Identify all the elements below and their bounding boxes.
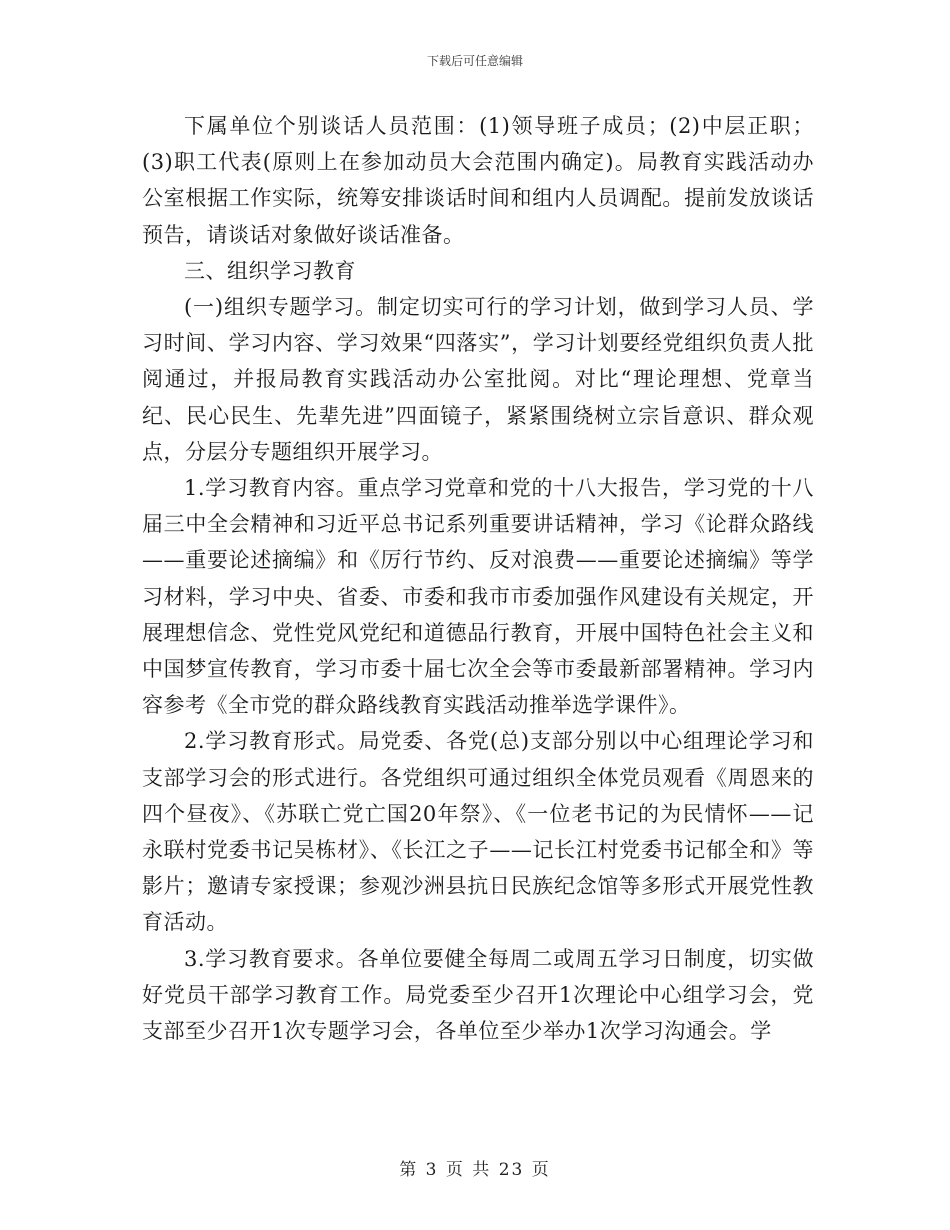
paragraph-study-requirements: 3.学习教育要求。各单位要健全每周二或周五学习日制度，切实做好党员干部学习教育工作。局党委至少召开1次理论中心组学习会，党支部至少召开1次专题学习会，各单位至少举办1次学习沟通会。学 [142,946,814,1044]
paragraph-study-form: 2.学习教育形式。局党委、各党(总)支部分别以中心组理论学习和支部学习会的形式进行。各党组织可通过组织全体党员观看《周恩来的四个昼夜》、《苏联亡党亡国20年祭》、《一位老书记的为民情怀——记永联村党委书记吴栋材》、《长江之子——记长江村党委书记郁全和》等影片；邀请专家授课；参观沙洲县抗日民族纪念馆等多形式开展党性教育活动。 [142,729,814,935]
document-body [142,108,814,1049]
paragraph-study-content: 1.学习教育内容。重点学习党章和党的十八大报告，学习党的十八届三中全会精神和习近平总书记系列重要讲话精神，学习《论群众路线——重要论述摘编》和《厉行节约、反对浪费——重要论述摘编》等学习材料，学习中央、省委、市委和我市市委加强作风建设有关规定，开展理想信念、党性党风党纪和道德品行教育，开展中国特色社会主义和中国梦宣传教育，学习市委十届七次全会等市委最新部署精神。学习内容参考《全市党的群众路线教育实践活动推举选学课件》。 [142,476,814,718]
paragraph-interview-scope: 下属单位个别谈话人员范围：(1)领导班子成员；(2)中层正职；(3)职工代表(原则上在参加动员大会范围内确定)。局教育实践活动办公室根据工作实际，统筹安排谈话时间和组内人员调配。提前发放谈话预告，请谈话对象做好谈话准备。 [142,114,814,247]
page-number-footer: 第 3 页 共 23 页 [399,1160,551,1180]
paragraph-special-study: (一)组织专题学习。制定切实可行的学习计划，做到学习人员、学习时间、学习内容、学习效果“四落实”，学习计划要经党组织负责人批阅通过，并报局教育实践活动办公室批阅。对比“理论理想、党章当纪、民心民生、先辈先进”四面镜子，紧紧围绕树立宗旨意识、群众观点，分层分专题组织开展学习。 [142,295,814,464]
page-header-note: 下载后可任意编辑 [426,54,523,68]
section-heading-study-education: 三、组织学习教育 [184,258,356,283]
